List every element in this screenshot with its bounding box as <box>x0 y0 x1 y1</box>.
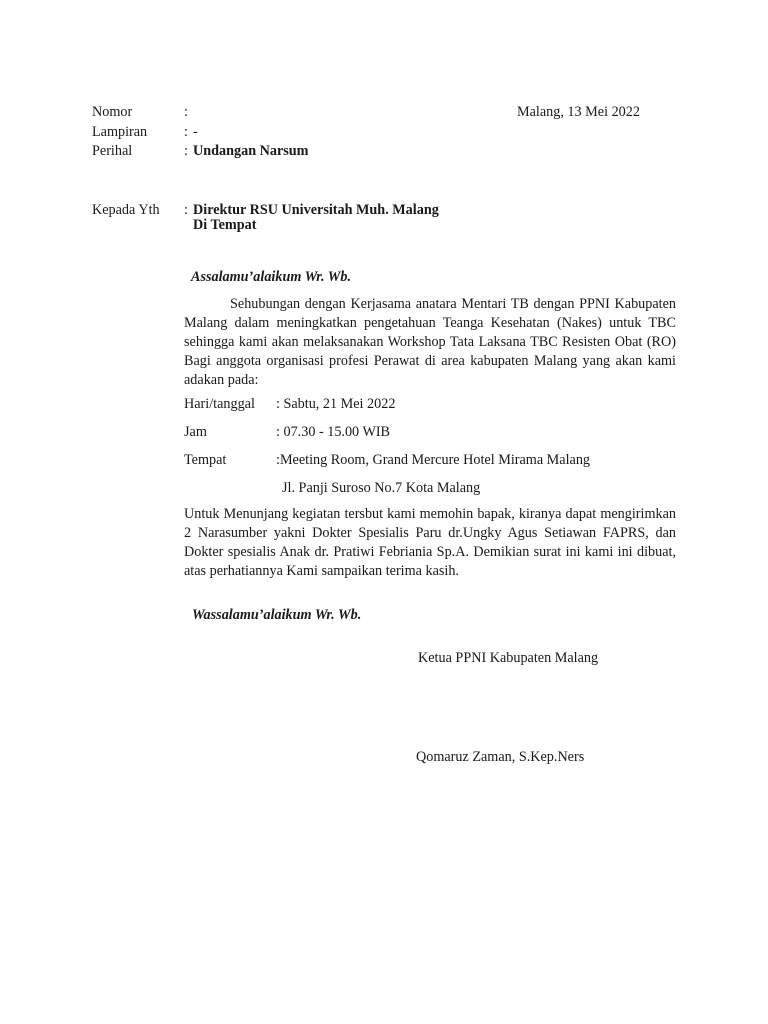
greeting: Assalamu’alaikum Wr. Wb. <box>191 269 352 285</box>
event-time-label: Jam <box>184 424 207 440</box>
lampiran-separator: : <box>184 124 188 140</box>
nomor-separator: : <box>184 104 188 120</box>
perihal-value: Undangan Narsum <box>193 143 309 159</box>
lampiran-value: - <box>193 124 198 140</box>
recipient-label: Kepada Yth <box>92 202 160 218</box>
recipient-name: Direktur RSU Universitah Muh. Malang <box>193 202 439 218</box>
signature-name: Qomaruz Zaman, S.Kep.Ners <box>416 749 585 765</box>
recipient-location: Di Tempat <box>193 217 257 233</box>
event-day-value: : Sabtu, 21 Mei 2022 <box>276 396 396 412</box>
signature-title: Ketua PPNI Kabupaten Malang <box>418 650 599 666</box>
place-date: Malang, 13 Mei 2022 <box>517 104 640 120</box>
intro-paragraph: Sehubungan dengan Kerjasama anatara Mentari TB dengan PPNI Kabupaten Malang dalam meningkatkan pengetahuan Teanga Kesehatan (Nakes) untuk TBC sehingga kami akan melaksanakan Workshop Tata Laksana TBC Resisten Obat (RO) Bagi anggota organisasi profesi Perawat di area kabupaten Malang yang akan kami adakan pada: <box>184 296 676 388</box>
event-place-value: :Meeting Room, Grand Mercure Hotel Mirama Malang <box>276 452 591 468</box>
event-place-label: Tempat <box>184 452 227 468</box>
event-time-value: : 07.30 - 15.00 WIB <box>276 424 391 440</box>
perihal-label: Perihal <box>92 143 133 159</box>
closing: Wassalamu’alaikum Wr. Wb. <box>192 607 362 623</box>
perihal-separator: : <box>184 143 188 159</box>
lampiran-label: Lampiran <box>92 124 148 140</box>
recipient-separator: : <box>184 202 188 218</box>
event-address: Jl. Panji Suroso No.7 Kota Malang <box>282 480 481 496</box>
nomor-label: Nomor <box>92 104 133 120</box>
request-paragraph: Untuk Menunjang kegiatan tersbut kami memohin bapak, kiranya dapat mengirimkan 2 Narasumber yakni Dokter Spesialis Paru dr.Ungky Agus Setiawan FAPRS, dan Dokter spesialis Anak dr. Pratiwi Febriania Sp.A. Demikian surat ini kami ini dibuat, atas perhatiannya Kami sampaikan terima kasih. <box>184 506 676 579</box>
event-day-label: Hari/tanggal <box>184 396 255 412</box>
